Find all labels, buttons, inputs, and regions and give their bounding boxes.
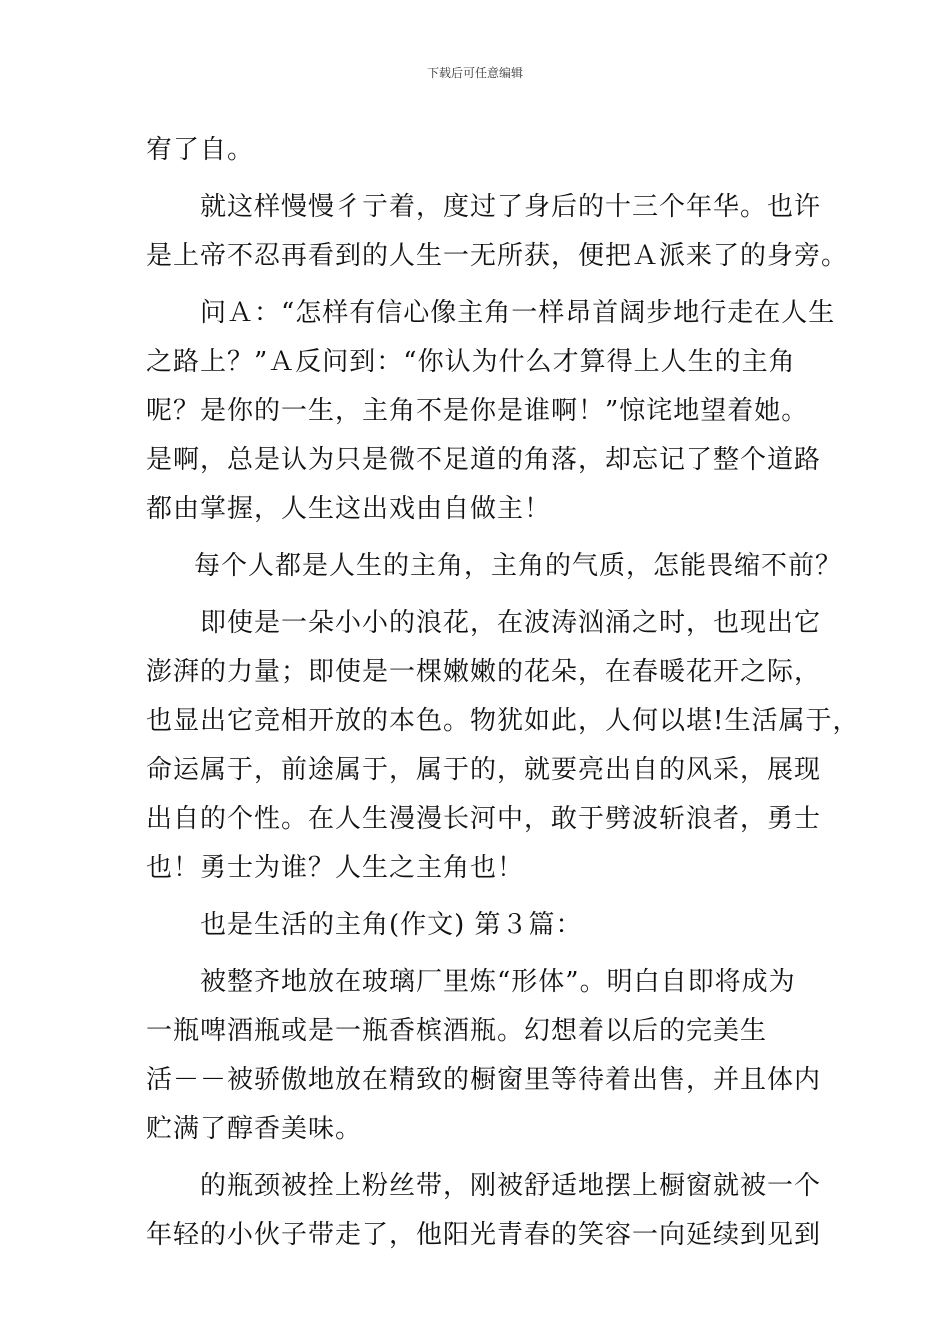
text-line: 命运属于，前途属于，属于的，就要亮出自的风采，展现 [146,755,822,785]
text-line: 之路上？”Ａ反问到：“你认为什么才算得上人生的主角 [146,347,796,377]
text-line: 即使是一朵小小的浪花，在波涛汹涌之时，也现出它 [200,608,822,638]
page-header: 下载后可任意编辑 [426,66,523,80]
text-line: 也显出它竞相开放的本色。物犹如此，人何以堪!生活属于， [146,706,860,736]
text-line: 澎湃的力量；即使是一棵嫩嫩的花朵，在春暖花开之际， [146,657,822,687]
text-line: 年轻的小伙子带走了，他阳光青春的笑容一向延续到见到 [146,1220,822,1250]
text-line: 都由掌握，人生这出戏由自做主！ [146,494,552,524]
text-line: 就这样慢慢彳亍着，度过了身后的十三个年华。也许 [200,192,822,222]
text-line: 的瓶颈被拴上粉丝带，刚被舒适地摆上橱窗就被一个 [200,1171,822,1201]
text-line: 也！勇士为谁？人生之主角也！ [146,853,525,883]
text-line: 宥了自。 [146,135,255,165]
article-body [146,126,860,1260]
text-line: 呢？是你的一生，主角不是你是谁啊！”惊诧地望着她。 [146,396,809,426]
text-line: 被整齐地放在玻璃厂里炼“形体”。明白自即将成为 [200,967,796,997]
text-line: 是上帝不忍再看到的人生一无所获，便把Ａ派来了的身旁。 [146,241,849,271]
text-line: 是啊，总是认为只是微不足道的角落，却忘记了整个道路 [146,445,822,475]
text-line: 贮满了醇香美味。 [146,1114,363,1144]
section-heading: 也是生活的主角(作文) 第３篇： [200,910,583,940]
text-line: 每个人都是人生的主角，主角的气质，怎能畏缩不前？ [194,551,843,581]
text-line: 问Ａ：“怎样有信心像主角一样昂首阔步地行走在人生 [200,298,836,328]
text-line: 活－－被骄傲地放在精致的橱窗里等待着出售，并且体内 [146,1065,822,1095]
text-line: 一瓶啤酒瓶或是一瓶香槟酒瓶。幻想着以后的完美生 [146,1016,768,1046]
text-line: 出自的个性。在人生漫漫长河中，敢于劈波斩浪者，勇士 [146,804,822,834]
